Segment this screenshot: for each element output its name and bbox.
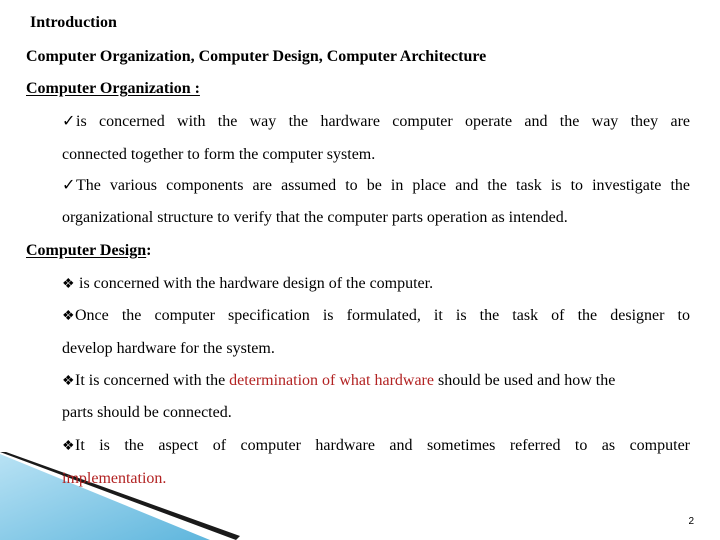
page-number: 2: [688, 516, 694, 527]
design-bullet-2-line-2: develop hardware for the system.: [62, 340, 275, 357]
blue-swoosh: [0, 454, 210, 540]
diamond-bullet-icon: ❖: [62, 277, 75, 292]
slide-title: Introduction: [30, 14, 117, 31]
design-bullet-3-line-2: parts should be connected.: [62, 404, 232, 421]
corner-decoration: [0, 440, 260, 540]
organization-bullet-2-line-1: ✓The various components are assumed to be in place and the task is to investigate the: [62, 177, 690, 194]
organization-heading: Computer Organization :: [26, 80, 200, 97]
design-bullet-1: ❖ is concerned with the hardware design of the computer.: [62, 274, 433, 295]
diamond-bullet-icon: ❖: [62, 439, 75, 454]
diamond-bullet-icon: ❖: [62, 309, 75, 324]
slide-subtitle: Computer Organization, Computer Design, Computer Architecture: [26, 48, 487, 65]
checkmark-icon: ✓: [62, 177, 76, 194]
highlighted-phrase: determination of what hardware: [229, 372, 434, 389]
diamond-bullet-icon: ❖: [62, 374, 75, 389]
design-bullet-4-line-1: ❖It is the aspect of computer hardware and sometimes referred to as computer: [62, 436, 690, 457]
organization-bullet-1-line-2: connected together to form the computer system.: [62, 146, 376, 163]
design-heading: Computer Design:: [26, 242, 152, 259]
design-bullet-4-line-2: implementation.: [62, 470, 167, 487]
checkmark-icon: ✓: [62, 113, 76, 130]
design-bullet-3-line-1: ❖It is concerned with the determination of what hardware should be used and how the: [62, 371, 615, 392]
organization-bullet-1-line-1: ✓is concerned with the way the hardware computer operate and the way they are: [62, 113, 690, 130]
design-bullet-2-line-1: ❖Once the computer specification is formulated, it is the task of the designer to: [62, 306, 690, 327]
organization-bullet-2-line-2: organizational structure to verify that the computer parts operation as intended.: [62, 209, 568, 226]
